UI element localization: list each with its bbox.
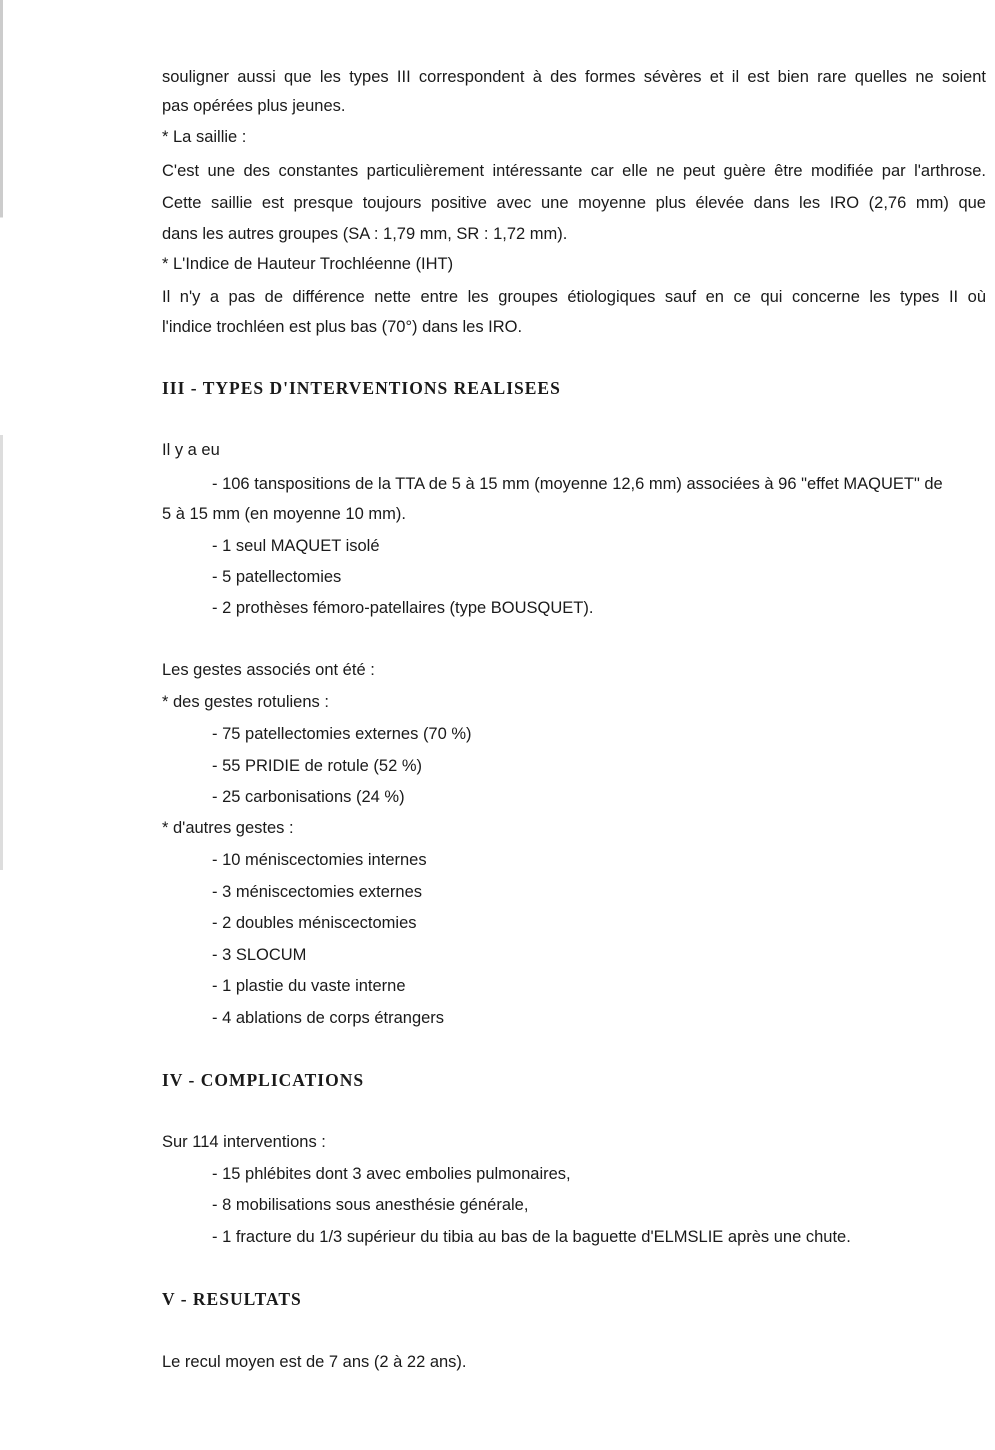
autre-item: - 10 méniscectomies internes [212,851,427,869]
rotulien-item: - 75 patellectomies externes (70 %) [212,725,472,743]
complication-item: - 8 mobilisations sous anesthésie générale, [212,1196,529,1214]
complication-item: - 15 phlébites dont 3 avec embolies pulmonaires, [212,1165,571,1183]
intervention-item-cont: 5 à 15 mm (en moyenne 10 mm). [162,505,406,523]
section-4-lead: Sur 114 interventions : [162,1133,326,1151]
section-5-line: Le recul moyen est de 7 ans (2 à 22 ans). [162,1353,467,1371]
section-4-title: IV - COMPLICATIONS [162,1070,365,1090]
intervention-item: - 106 tanspositions de la TTA de 5 à 15 mm (moyenne 12,6 mm) associées à 96 "effet MAQUET" de [212,475,943,493]
scan-edge [0,0,3,1450]
intervention-item: - 1 seul MAQUET isolé [212,537,380,555]
autre-item: - 1 plastie du vaste interne [212,977,406,995]
complication-item: - 1 fracture du 1/3 supérieur du tibia au bas de la baguette d'ELMSLIE après une chute. [212,1228,851,1246]
iht-line: l'indice trochléen est plus bas (70°) dans les IRO. [162,318,523,336]
saillie-heading: * La saillie : [162,128,247,146]
autres-heading: * d'autres gestes : [162,819,294,837]
autre-item: - 2 doubles méniscectomies [212,914,417,932]
section-5-title: V - RESULTATS [162,1289,302,1309]
autre-item: - 3 méniscectomies externes [212,883,422,901]
autre-item: - 4 ablations de corps étrangers [212,1009,445,1027]
iht-heading: * L'Indice de Hauteur Trochléenne (IHT) [162,255,454,273]
section-3-title: III - TYPES D'INTERVENTIONS REALISEES [162,378,561,398]
intro-line: souligner aussi que les types III correspondent à des formes sévères et il est bien rare quelles ne soient [162,68,986,86]
intro-line: pas opérées plus jeunes. [162,97,346,115]
intervention-item: - 5 patellectomies [212,568,342,586]
rotulien-item: - 55 PRIDIE de rotule (52 %) [212,757,423,775]
autre-item: - 3 SLOCUM [212,946,307,964]
rotulien-item: - 25 carbonisations (24 %) [212,788,405,806]
saillie-line: C'est une des constantes particulièrement intéressante car elle ne peut guère être modifiée par l'arthrose. [162,162,986,180]
saillie-line: dans les autres groupes (SA : 1,79 mm, SR : 1,72 mm). [162,225,568,243]
section-3-lead: Il y a eu [162,441,220,459]
saillie-line: Cette saillie est presque toujours positive avec une moyenne plus élevée dans les IRO (2,76 mm) que [162,194,986,212]
rotuliens-heading: * des gestes rotuliens : [162,693,329,711]
associated-heading: Les gestes associés ont été : [162,661,375,679]
intervention-item: - 2 prothèses fémoro-patellaires (type BOUSQUET). [212,599,594,617]
iht-line: Il n'y a pas de différence nette entre les groupes étiologiques sauf en ce qui concerne les types II où [162,288,986,306]
